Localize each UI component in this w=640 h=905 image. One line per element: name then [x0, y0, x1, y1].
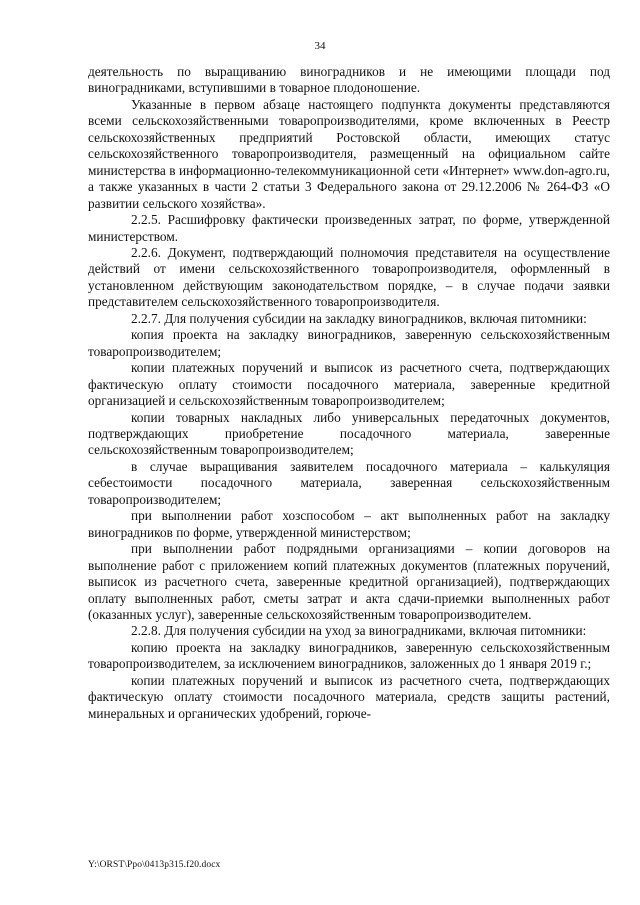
paragraph-documents-submission: Указанные в первом абзаце настоящего подпункта документы представляются всеми сельскохозяйственными товаропроизводителями, кроме включенных в Реестр сельскохозяйственных предприятий Ростовской области, имеющих статус сельскохозяйственного товаропроизводителя, размещенный на официальном сайте министерства в информационно-телекоммуникационной сети «Интернет» www.don-agro.ru, а также указанных в части 2 статьи 3 Федерального закона от 29.12.2006 № 264-ФЗ «О развитии сельского хозяйства». [88, 96, 610, 211]
list-item-waybills: копии товарных накладных либо универсальных передаточных документов, подтверждающих приобретение посадочного материала, заверенные сельскохозяйственным товаропроизводителем; [88, 409, 610, 458]
list-item-project-copy: копия проекта на закладку виноградников, заверенную сельскохозяйственным товаропроизводителем; [88, 327, 610, 359]
footer-file-path: Y:\ORST\Ppo\0413p315.f20.docx [88, 860, 221, 870]
list-item-in-house-works: при выполнении работ хозспособом – акт выполненных работ на закладку виноградников по форме, утвержденной министерством; [88, 508, 610, 540]
page-number: 34 [314, 40, 326, 52]
document-body [88, 64, 610, 722]
list-item-contractor-works: при выполнении работ подрядными организациями – копии договоров на выполнение работ с приложением копий платежных документов (платежных поручений, выписок из расчетного счета, заверенные кредитной организацией), подтверждающих оплату выполненных работ, сметы затрат и акта сдачи-приемки выполненных работ (оказанных услуг), заверенные сельскохозяйственным товаропроизводителем. [88, 541, 610, 622]
paragraph-2-2-6: 2.2.6. Документ, подтверждающий полномочия представителя на осуществление действий от имени сельскохозяйственного товаропроизводителя, оформленный в установленном действующим законодательством порядке, – в случае подачи заявки представителем сельскохозяйственного товаропроизводителя. [88, 244, 610, 310]
list-item-payment-orders: копии платежных поручений и выписок из расчетного счета, подтверждающих фактическую оплату стоимости посадочного материала, заверенные кредитной организацией и сельскохозяйственным товаропроизводителем; [88, 360, 610, 409]
paragraph-2-2-7: 2.2.7. Для получения субсидии на закладку виноградников, включая питомники: [131, 310, 587, 326]
paragraph-2-2-8: 2.2.8. Для получения субсидии на уход за виноградниками, включая питомники: [131, 623, 587, 639]
list-item-cost-calculation: в случае выращивания заявителем посадочного материала – калькуляция себестоимости посадочного материала, заверенная сельскохозяйственным товаропроизводителем; [88, 458, 610, 507]
paragraph-2-2-5: 2.2.5. Расшифровку фактически произведенных затрат, по форме, утвержденной министерством. [88, 212, 610, 244]
list-item-payment-orders-care: копии платежных поручений и выписок из расчетного счета, подтверждающих фактическую оплату стоимости посадочного материала, средств защиты растений, минеральных и органических удобрений, горюче- [88, 672, 610, 721]
list-item-project-copy-care: копию проекта на закладку виноградников, заверенную сельскохозяйственным товаропроизводителем, за исключением виноградников, заложенных до 1 января 2019 г.; [88, 639, 610, 672]
paragraph-continuation: деятельность по выращиванию виноградников и не имеющими площади под виноградниками, вступившими в товарное плодоношение. [88, 64, 610, 96]
